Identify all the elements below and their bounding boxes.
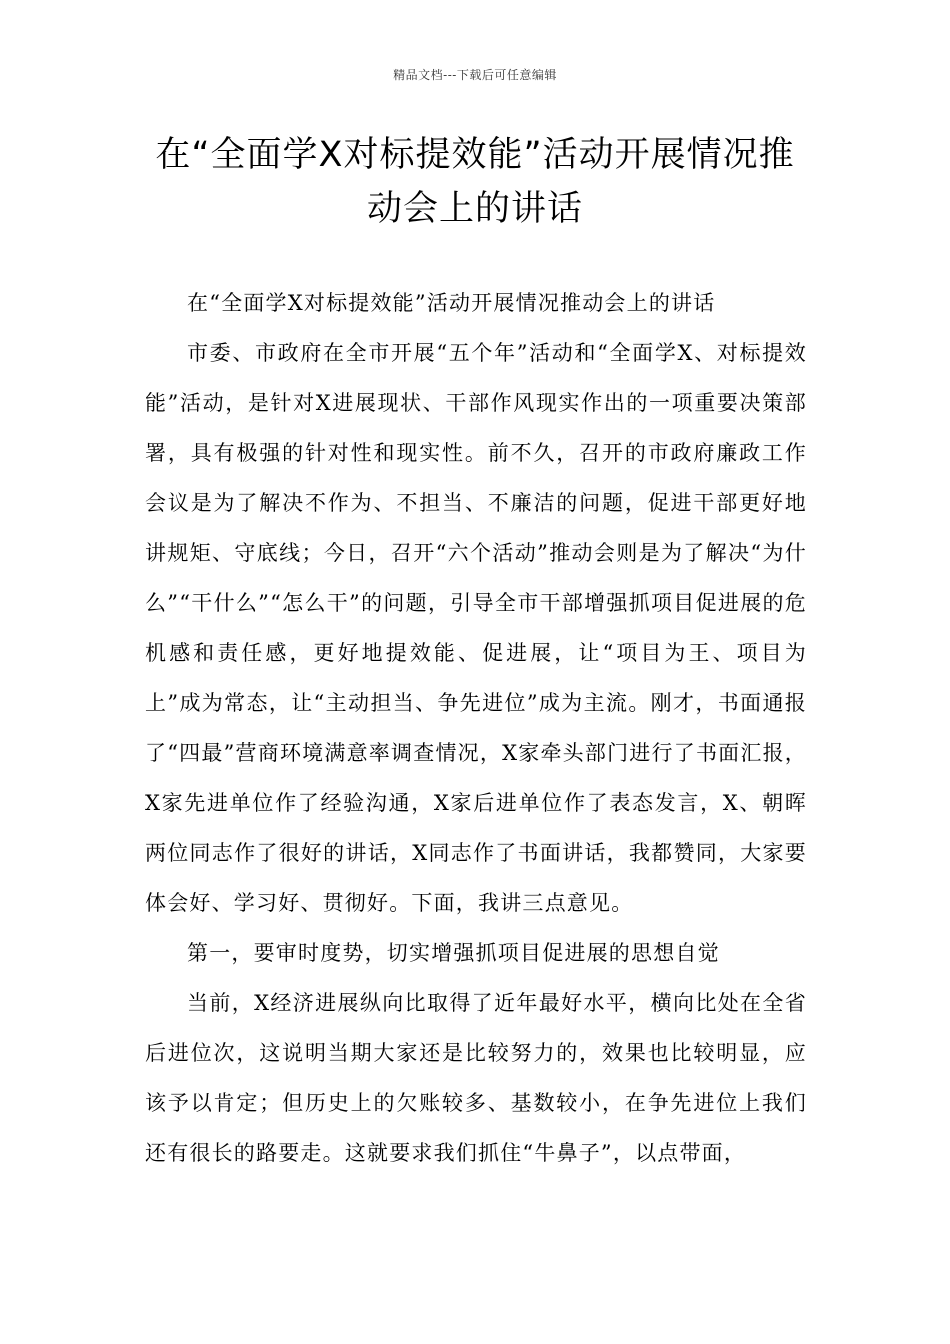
- body-paragraph: 当前，X经济进展纵向比取得了近年最好水平，横向比处在全省后进位次，这说明当期大家还是比较努力的，效果也比较明显，应该予以肯定；但历史上的欠账较多、基数较小，在争先进位上我们还有很长的路要走。这就要求我们抓住“牛鼻子”，以点带面，: [145, 991, 807, 1165]
- body-paragraph: 市委、市政府在全市开展“五个年”活动和“全面学X、对标提效能”活动，是针对X进展现状、干部作风现实作出的一项重要决策部署，具有极强的针对性和现实性。前不久，召开的市政府廉政工作会议是为了解决不作为、不担当、不廉洁的问题，促进干部更好地讲规矩、守底线；今日，召开“六个活动”推动会则是为了解决“为什么”“干什么”“怎么干”的问题，引导全市干部增强抓项目促进展的危机感和责任感，更好地提效能、促进展，让“项目为王、项目为上”成为常态，让“主动担当、争先进位”成为主流。刚才，书面通报了“四最”营商环境满意率调查情况，X家牵头部门进行了书面汇报，X家先进单位作了经验沟通，X家后进单位作了表态发言，X、朝晖两位同志作了很好的讲话，X同志作了书面讲话，我都赞同，大家要体会好、学习好、贯彻好。下面，我讲三点意见。: [145, 341, 807, 915]
- header-note: 精品文档---下载后可任意编辑: [393, 68, 557, 82]
- body-paragraph: 在“全面学X对标提效能”活动开展情况推动会上的讲话: [187, 291, 716, 315]
- body-paragraph: 第一，要审时度势，切实增强抓项目促进展的思想自觉: [187, 941, 720, 965]
- document-body: [145, 278, 807, 1178]
- document-title: 在“全面学X对标提效能”活动开展情况推动会上的讲话: [155, 135, 795, 229]
